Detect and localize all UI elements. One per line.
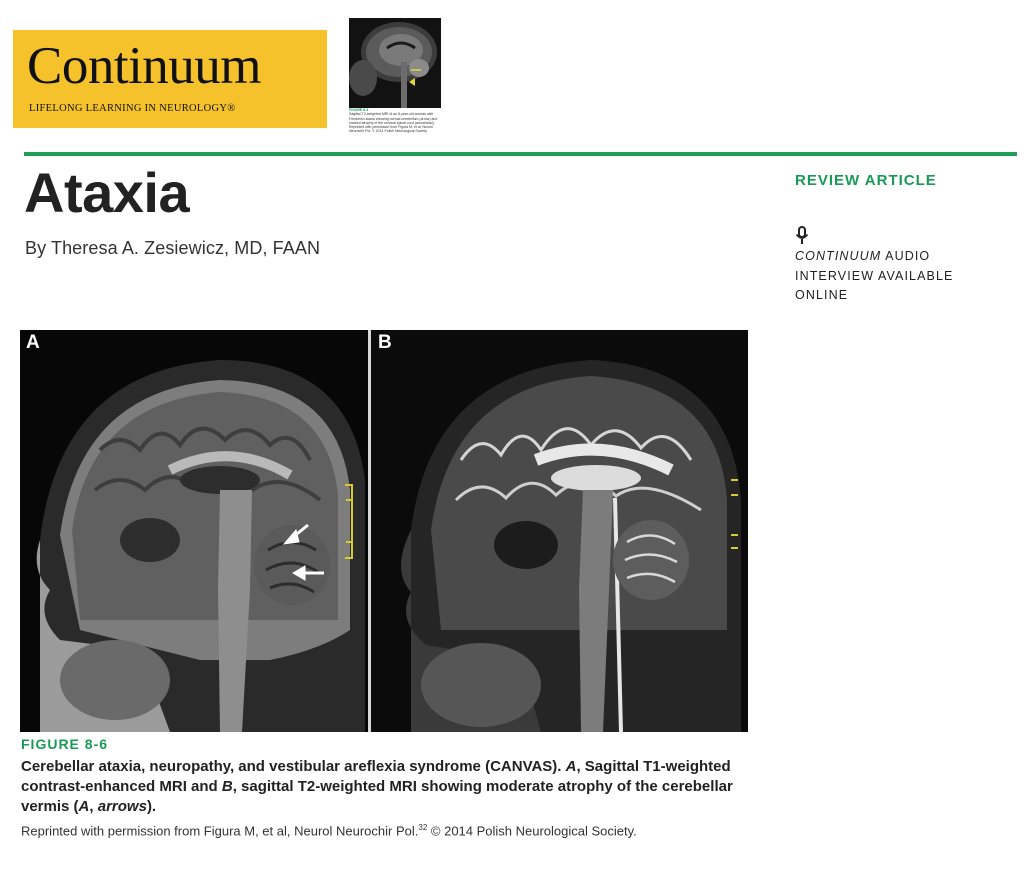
caption-part-3: , sagittal T2-weighted MRI showing moderate atrophy of the cerebellar vermis ( <box>21 778 733 815</box>
caption-arrows: arrows <box>97 798 147 815</box>
audio-line-3: ONLINE <box>795 288 849 302</box>
credit-text: Reprinted with permission from Figura M, et al, Neurol Neurochir Pol. <box>21 823 419 839</box>
panel-b-label: B <box>378 332 392 353</box>
audio-line-1 <box>795 247 953 267</box>
caption-part-5: ). <box>146 798 157 815</box>
thumbnail-mri-image[interactable] <box>349 18 441 108</box>
thumbnail-figure-label: FIGURE 8-4 <box>349 108 369 112</box>
mri-panel-a <box>20 330 368 732</box>
credit-copyright: © 2014 Polish Neurological Society. <box>427 823 637 839</box>
article-title: Ataxia <box>24 161 190 224</box>
figure-label: FIGURE 8-6 <box>21 736 109 752</box>
audio-word: AUDIO <box>885 249 931 263</box>
mri-panel-b-image <box>371 330 748 732</box>
mri-panel-a-image <box>20 330 368 732</box>
audio-brand: CONTINUUM <box>795 249 882 263</box>
green-divider <box>24 152 1017 156</box>
continuum-logo[interactable] <box>13 30 327 128</box>
credit-reference[interactable]: 32 <box>418 823 428 832</box>
thumbnail-caption <box>349 108 444 134</box>
caption-ref-b: B <box>221 778 233 795</box>
caption-part-1: Cerebellar ataxia, neuropathy, and vestibular areflexia syndrome (CANVAS). <box>21 758 566 775</box>
audio-interview-link[interactable] <box>795 247 953 306</box>
section-label: REVIEW ARTICLE <box>795 172 937 189</box>
caption-ref-a: A <box>565 758 577 775</box>
figure-credit <box>21 823 781 838</box>
caption-part-4: , <box>89 798 98 815</box>
thumbnail-caption-text: Sagittal T2-weighted MRI of an 8-year-old woman with Friedreich ataxia showing normal cerebellum (arrow) and marked atrophy of the cervical spinal cord (arrowhead). <box>349 112 438 125</box>
audio-line-2: INTERVIEW AVAILABLE <box>795 268 954 283</box>
thumbnail-mri-graphic <box>349 18 441 108</box>
caption-part-2: , Sagittal T1-weighted contrast-enhanced MRI and <box>21 758 731 795</box>
panel-a-label: A <box>26 332 40 353</box>
thumbnail-credit: Reprinted with permission from Figura M, et al, Neurol Neurochir Pol. © 2014 Polish Neurological Society. <box>349 125 433 134</box>
mri-panel-b <box>371 330 748 732</box>
logo-tagline: LIFELONG LEARNING IN NEUROLOGY® <box>29 103 236 114</box>
logo-title: Continuum <box>27 37 262 95</box>
figure-caption <box>21 757 756 817</box>
microphone-icon[interactable] <box>794 226 810 245</box>
caption-ref-a-2: A <box>78 798 90 815</box>
article-author: By Theresa A. Zesiewicz, MD, FAAN <box>25 238 321 258</box>
mri-figure[interactable] <box>20 330 748 732</box>
